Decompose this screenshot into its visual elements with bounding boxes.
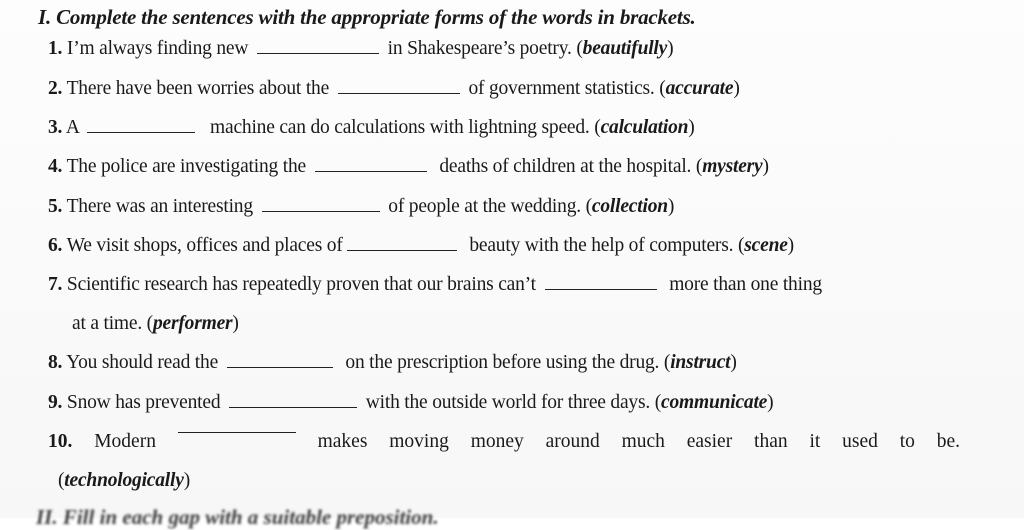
next-exercise-heading: II. Fill in each gap with a suitable preposition. [36,505,439,529]
sentence-number: 3. [48,117,63,138]
sentence-6 [48,235,794,257]
sentence-text: beauty with the help of computers. ( [469,235,745,256]
sentence-1 [48,38,673,60]
sentence-text: in Shakespeare’s poetry. ( [387,38,583,59]
word-hint: mystery [702,156,763,177]
sentence-word: than [754,431,788,452]
sentence-3 [48,117,695,139]
bracket-close: ) [787,235,794,256]
bracket-close: ) [767,392,774,413]
word-hint: communicate [661,392,768,413]
answer-blank[interactable] [315,170,427,172]
bracket-close: ) [232,313,239,334]
bracket-close: ) [762,156,769,177]
sentence-text: with the outside world for three days. ( [365,392,662,413]
answer-blank[interactable] [227,366,333,368]
sentence-number: 7. [48,274,63,295]
bracket-close: ) [183,470,190,491]
answer-blank[interactable] [257,52,379,54]
exercise-heading: I. Complete the sentences with the appropriate forms of the words in brackets. [38,5,696,29]
sentence-7-continuation [72,313,239,335]
sentence-number: 9. [48,392,63,413]
word-hint: scene [744,235,788,256]
sentence-text: There was an interesting [66,196,253,217]
sentence-10-continuation [58,470,190,492]
answer-blank[interactable] [338,92,460,94]
sentence-word: moving [389,431,449,452]
word-hint: performer [152,313,233,334]
sentence-number: 5. [48,196,63,217]
sentence-4 [48,156,769,178]
sentence-text: on the prescription before using the drug. ( [345,352,671,373]
sentence-word: be. [936,431,960,452]
word-hint: accurate [665,78,734,99]
sentence-word: much [621,431,665,452]
sentence-word: easier [686,431,733,452]
sentence-word: to [899,431,915,452]
sentence-word: makes [317,431,368,452]
sentence-word: it [809,431,821,452]
answer-blank[interactable] [545,288,657,290]
sentence-number: 1. [48,38,63,59]
sentence-number: 10. [48,431,73,452]
sentence-text: We visit shops, offices and places of [66,235,343,256]
sentence-text: A [65,117,79,138]
sentence-text: You should read the [66,352,219,373]
sentence-text: There have been worries about the [66,78,330,99]
sentence-8 [48,352,737,374]
sentence-2 [48,78,740,100]
sentence-number: 6. [48,235,63,256]
sentence-text: deaths of children at the hospital. ( [439,156,703,177]
sentence-text: machine can do calculations with lightning speed. ( [210,117,601,138]
bracket-close: ) [667,38,674,59]
sentence-number: 2. [48,78,63,99]
word-hint: collection [591,196,668,217]
bracket-close: ) [730,352,737,373]
answer-blank[interactable] [87,131,195,133]
bracket-close: ) [688,117,695,138]
word-hint: calculation [600,117,689,138]
answer-blank[interactable] [262,210,380,212]
answer-blank[interactable] [347,249,457,251]
sentence-5 [48,196,674,218]
bracket-close: ) [667,196,675,217]
answer-blank[interactable] [178,431,296,433]
sentence-7 [48,274,822,296]
sentence-text: Snow has prevented [66,392,221,413]
sentence-text: at a time. ( [72,313,153,334]
sentence-word: used [842,431,878,452]
sentence-9 [48,392,773,414]
sentence-number: 4. [48,156,63,177]
sentence-number: 8. [48,352,63,373]
sentence-word: money [470,431,524,452]
word-hint: instruct [670,352,731,373]
sentence-text: of people at the wedding. ( [388,196,592,217]
word-hint: technologically [64,470,184,491]
bracket-close: ) [733,78,740,99]
sentence-text: The police are investigating the [66,156,306,177]
sentence-text: ( [58,470,65,491]
sentence-text: more than one thing [669,274,822,295]
sentence-text: I’m always finding new [66,38,249,59]
sentence-word: Modern [94,431,156,452]
word-hint: beautifully [582,38,668,59]
sentence-text: of government statistics. ( [468,78,666,99]
sentence-10 [48,431,960,453]
answer-blank[interactable] [229,406,357,408]
sentence-word: around [545,431,600,452]
sentence-text: Scientific research has repeatedly proven that our brains can’t [66,274,536,295]
